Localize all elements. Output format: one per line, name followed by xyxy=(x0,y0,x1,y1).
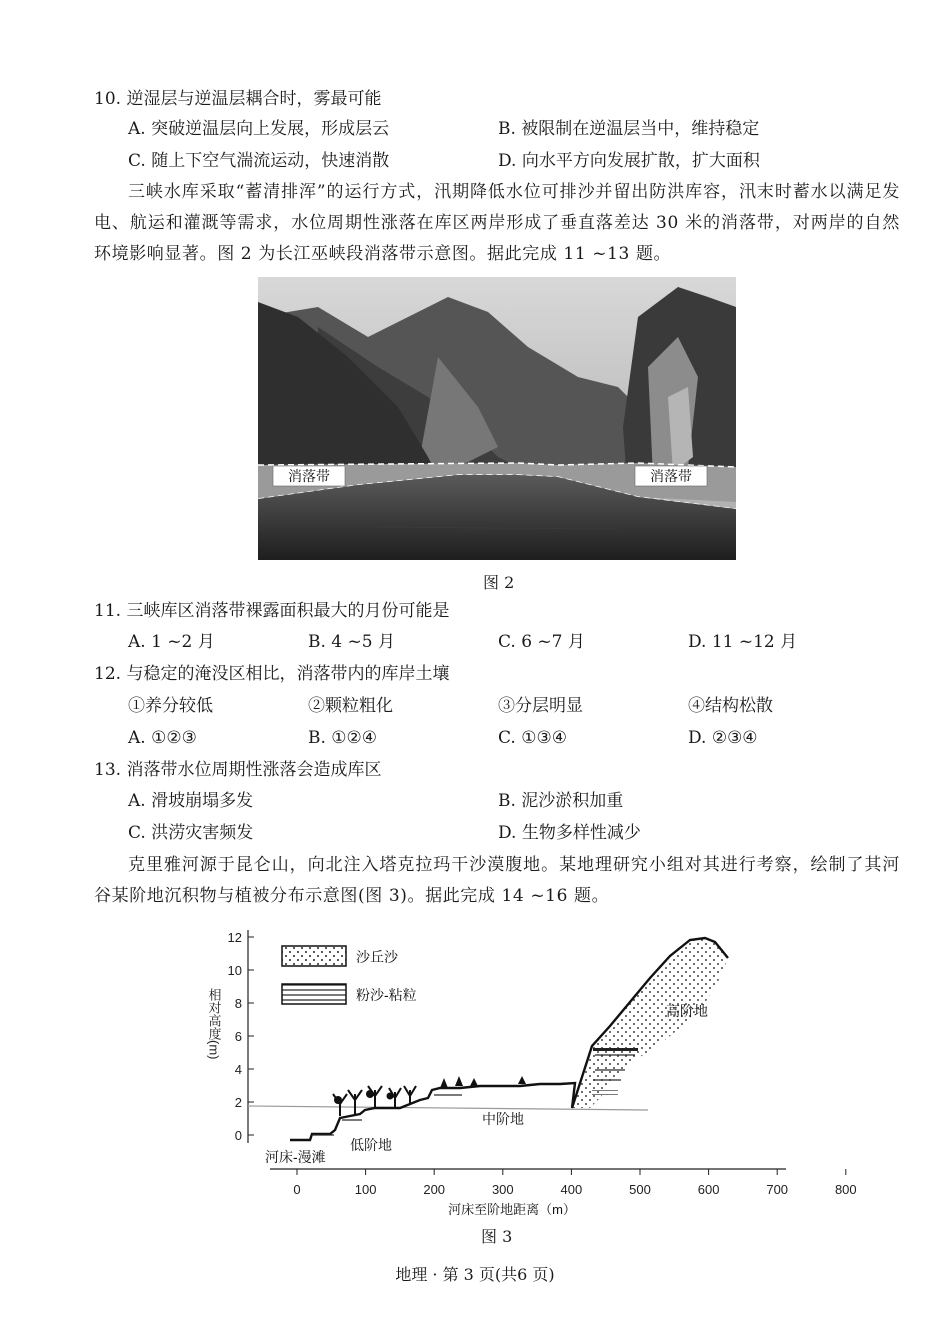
q11-stem: 11. 三峡库区消落带裸露面积最大的月份可能是 xyxy=(94,601,450,621)
q11-option-a: A. 1 ~2 月 xyxy=(128,632,215,652)
fig3-label-high-terrace: 高阶地 xyxy=(666,1003,708,1019)
q10-option-d: D. 向水平方向发展扩散，扩大面积 xyxy=(498,151,760,171)
q12-option-d: D. ②③④ xyxy=(688,728,758,748)
y-tick-label: 4 xyxy=(234,1062,242,1077)
y-tick-label: 0 xyxy=(234,1128,242,1143)
legend-swatch-sand xyxy=(282,946,346,966)
x-tick-label: 800 xyxy=(834,1182,857,1197)
q13-option-a: A. 滑坡崩塌多发 xyxy=(128,791,254,811)
q11-option-c: C. 6 ~7 月 xyxy=(498,632,585,652)
figure-3-caption: 图 3 xyxy=(481,1227,513,1246)
fig3-label-riverbed: 河床-漫滩 xyxy=(265,1149,326,1165)
x-tick-label: 400 xyxy=(560,1182,583,1197)
passage-three-gorges: 三峡水库采取“蓄清排浑”的运行方式，汛期降低水位可排沙并留出防洪库容，汛末时蓄水以满足发电、航运和灌溉等需求，水位周期性涨落在库区两岸形成了垂直落差达 30 米的消落带，对两岸的自然环境影响显著。图 2 为长江巫峡段消落带示意图。据此完成 11 ~13 题。 xyxy=(94,182,900,264)
y-axis-label: 相对高度(m) xyxy=(206,988,222,1060)
x-axis-label: 河床至阶地距离（m） xyxy=(448,1202,576,1217)
q12-option-c: C. ①③④ xyxy=(498,728,567,748)
fig2-label-right: 消落带 xyxy=(650,468,692,484)
x-tick-label: 300 xyxy=(491,1182,514,1197)
q11-option-b: B. 4 ~5 月 xyxy=(308,632,395,652)
q13-stem: 13. 消落带水位周期性涨落会造成库区 xyxy=(94,760,382,780)
q10-option-a: A. 突破逆温层向上发展，形成层云 xyxy=(128,119,390,139)
legend-label-sand: 沙丘沙 xyxy=(356,949,398,965)
legend-label-silt: 粉沙-粘粒 xyxy=(356,987,417,1003)
figure-2-caption: 图 2 xyxy=(483,573,515,592)
q10-option-b: B. 被限制在逆温层当中，维持稳定 xyxy=(498,119,760,139)
q12-statement-3: ③分层明显 xyxy=(498,696,583,716)
q12-stem: 12. 与稳定的淹没区相比，消落带内的库岸土壤 xyxy=(94,664,450,684)
q13-option-c: C. 洪涝灾害频发 xyxy=(128,823,254,843)
q12-statement-1: ①养分较低 xyxy=(128,696,213,716)
x-tick-label: 600 xyxy=(697,1182,720,1197)
y-tick-label: 10 xyxy=(227,963,242,978)
y-tick-label: 12 xyxy=(227,930,242,945)
page-footer: 地理 · 第 3 页(共6 页) xyxy=(395,1265,555,1284)
x-tick-label: 700 xyxy=(766,1182,789,1197)
figure-3-diagram xyxy=(200,918,857,1218)
passage-keriya-river: 克里雅河源于昆仑山，向北注入塔克拉玛干沙漠腹地。某地理研究小组对其进行考察，绘制了其河谷某阶地沉积物与植被分布示意图(图 3)。据此完成 14 ~16 题。 xyxy=(94,855,900,906)
x-tick-label: 200 xyxy=(423,1182,446,1197)
x-tick-label: 0 xyxy=(293,1182,301,1197)
x-tick-label: 100 xyxy=(354,1182,377,1197)
q12-statement-4: ④结构松散 xyxy=(688,696,773,716)
q12-option-a: A. ①②③ xyxy=(128,728,197,748)
q10-option-c: C. 随上下空气湍流运动，快速消散 xyxy=(128,151,390,171)
y-tick-label: 2 xyxy=(234,1095,242,1110)
fig3-label-mid-terrace: 中阶地 xyxy=(482,1111,524,1127)
q11-option-d: D. 11 ~12 月 xyxy=(688,632,798,652)
y-tick-label: 8 xyxy=(234,996,242,1011)
fig2-label-left: 消落带 xyxy=(288,468,330,484)
fig3-label-low-terrace: 低阶地 xyxy=(350,1137,392,1153)
q10-stem: 10. 逆湿层与逆温层耦合时，雾最可能 xyxy=(94,89,382,109)
x-tick-label: 500 xyxy=(629,1182,651,1197)
legend-swatch-silt xyxy=(282,984,346,1004)
q13-option-d: D. 生物多样性减少 xyxy=(498,823,641,843)
q13-option-b: B. 泥沙淤积加重 xyxy=(498,791,624,811)
q12-option-b: B. ①②④ xyxy=(308,728,378,748)
figure-2-photo xyxy=(258,277,736,560)
q12-statement-2: ②颗粒粗化 xyxy=(308,696,393,716)
y-tick-label: 6 xyxy=(234,1029,242,1044)
